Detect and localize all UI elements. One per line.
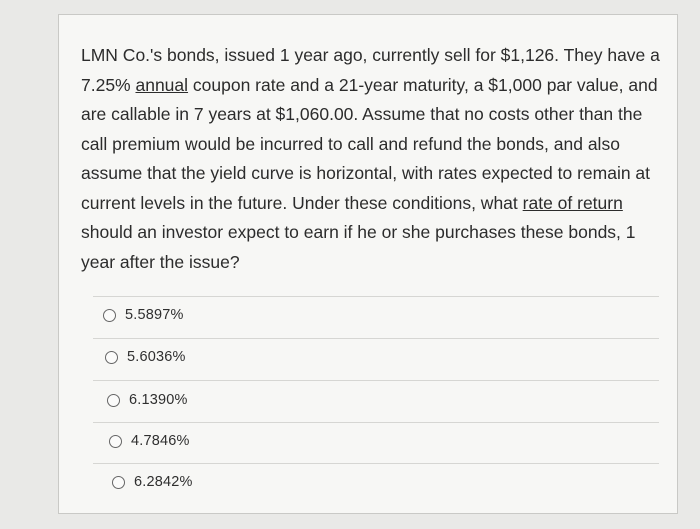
divider	[93, 296, 659, 297]
question-text	[81, 41, 671, 277]
question-text-part: should an investor expect to earn if he or she purchases these bonds, 1 year after the issue?	[81, 222, 636, 272]
radio-button-icon[interactable]	[107, 394, 120, 407]
answer-option-5[interactable]	[112, 474, 193, 490]
answer-option-3[interactable]	[107, 392, 188, 408]
divider	[93, 380, 659, 381]
answer-option-label: 5.5897%	[125, 307, 184, 323]
divider	[93, 338, 659, 339]
question-underlined-annual: annual	[135, 74, 189, 95]
question-underlined-rate-of-return: rate of return	[522, 192, 623, 213]
question-card	[58, 14, 678, 514]
answer-option-4[interactable]	[109, 433, 190, 449]
answer-option-label: 5.6036%	[127, 349, 186, 365]
divider	[93, 422, 659, 423]
divider	[93, 463, 659, 464]
answer-option-2[interactable]	[105, 349, 186, 365]
answer-option-label: 6.1390%	[129, 392, 188, 408]
answer-option-label: 6.2842%	[134, 474, 193, 490]
radio-button-icon[interactable]	[109, 435, 122, 448]
radio-button-icon[interactable]	[105, 351, 118, 364]
answer-option-label: 4.7846%	[131, 433, 190, 449]
answer-option-1[interactable]	[103, 307, 184, 323]
question-text-part: LMN Co.'s bonds, issued 1 year ago, currently sell for $1,126. They have a 7.25%	[81, 45, 660, 95]
question-text-part: coupon rate and a 21-year maturity, a $1,000 par value, and are callable in 7 years at $1,060.00. Assume that no costs other than the call premium would be incurred to call and refund the bonds, and also assume that the yield curve is horizontal, with rates expected to remain at current levels in the future. Under these conditions, what	[81, 74, 658, 213]
radio-button-icon[interactable]	[103, 309, 116, 322]
radio-button-icon[interactable]	[112, 476, 125, 489]
